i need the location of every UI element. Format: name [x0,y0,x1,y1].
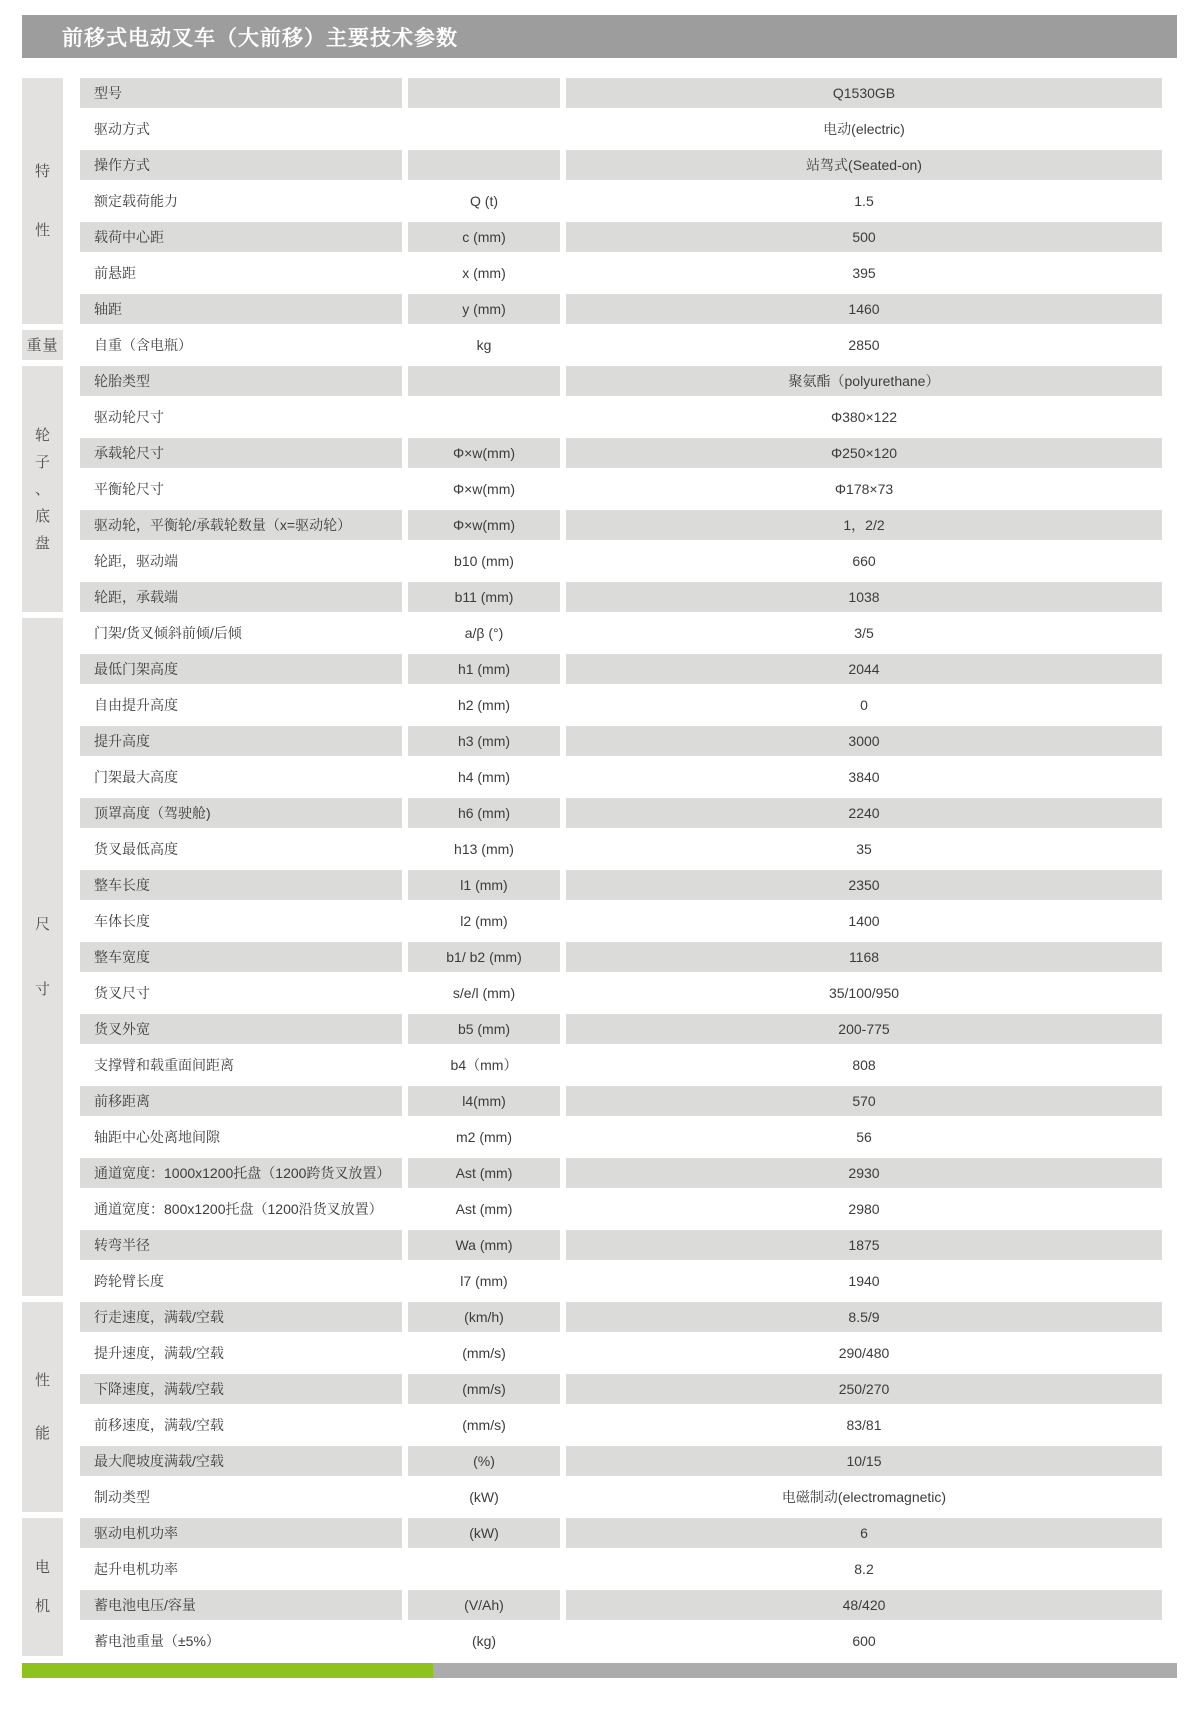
param-name-cell: 提升高度 [80,726,402,756]
param-name-cell: 提升速度，满载/空载 [94,1345,224,1361]
param-symbol-cell: h6 (mm) [408,798,560,828]
param-value-cell: 56 [856,1129,872,1145]
section-label-char: 尺 [34,916,50,933]
param-name-cell: 平衡轮尺寸 [94,481,164,497]
param-value-cell: 1400 [848,913,880,929]
param-value-cell: Q1530GB [566,78,1162,108]
param-value-cell: 500 [566,222,1162,252]
param-symbol-cell: (V/Ah) [408,1590,560,1620]
param-name-cell: 操作方式 [80,150,402,180]
param-name-cell: 前移速度，满载/空载 [94,1417,224,1433]
param-symbol-cell: h13 (mm) [454,841,514,857]
param-name-cell: 蓄电池重量（±5%） [94,1633,220,1649]
param-symbol-cell: l7 (mm) [460,1273,508,1289]
param-value-cell: 2930 [566,1158,1162,1188]
param-symbol-cell: kg [476,337,492,353]
param-name-cell: 起升电机功率 [94,1561,178,1577]
param-name-cell: 车体长度 [94,913,150,929]
param-name-cell: 跨轮臂长度 [94,1273,164,1289]
param-symbol-cell: (mm/s) [408,1374,560,1404]
param-symbol-cell: h4 (mm) [457,769,511,785]
param-value-cell: 290/480 [838,1345,890,1361]
param-name-cell: 货叉外宽 [80,1014,402,1044]
section-label-0 [22,78,63,324]
param-value-cell: Φ380×122 [830,409,898,425]
param-name-cell: 轴距中心处离地间隙 [94,1129,220,1145]
param-value-cell: Φ250×120 [566,438,1162,468]
param-value-cell: 站驾式(Seated-on) [566,150,1162,180]
param-name-cell: 门架最大高度 [94,769,178,785]
param-symbol-cell: y (mm) [408,294,560,324]
param-value-cell: 395 [852,265,876,281]
param-name-cell: 型号 [80,78,402,108]
section-label-5 [22,1518,63,1656]
param-symbol-cell [408,150,560,180]
param-symbol-cell [408,114,560,144]
param-name-cell: 货叉尺寸 [94,985,150,1001]
param-symbol-cell: (kW) [408,1518,560,1548]
param-value-cell: 聚氨酯（polyurethane） [566,366,1162,396]
section-label-char: 寸 [34,981,50,998]
param-symbol-cell: (km/h) [408,1302,560,1332]
param-symbol-cell: l4(mm) [408,1086,560,1116]
param-value-cell: 2350 [566,870,1162,900]
param-value-cell: 83/81 [846,1417,882,1433]
param-symbol-cell: Ast (mm) [455,1201,513,1217]
section-label-text: 重量 [26,336,59,354]
param-name-cell: 转弯半径 [80,1230,402,1260]
param-symbol-cell [408,366,560,396]
param-symbol-cell: (mm/s) [462,1417,506,1433]
param-value-cell: 35 [856,841,872,857]
footer-accent-bar-green [22,1663,433,1678]
param-symbol-cell: Φ×w(mm) [408,510,560,540]
param-name-cell: 驱动方式 [94,121,150,137]
page-title: 前移式电动叉车（大前移）主要技术参数 [62,26,458,50]
param-symbol-cell: Φ×w(mm) [452,481,516,497]
page-title-bar [22,15,1177,58]
param-symbol-cell: Ast (mm) [408,1158,560,1188]
param-symbol-cell: Wa (mm) [408,1230,560,1260]
section-label-char: 机 [34,1598,50,1616]
param-symbol-cell: x (mm) [462,265,506,281]
param-value-cell: 570 [566,1086,1162,1116]
section-label-char: 、 [34,480,50,498]
param-name-cell: 轮距，驱动端 [94,553,178,569]
section-label-char: 特 [34,162,50,180]
param-value-cell: 200-775 [566,1014,1162,1044]
section-label-4 [22,1302,63,1512]
param-name-cell: 载荷中心距 [80,222,402,252]
param-name-cell: 前移距离 [80,1086,402,1116]
param-symbol-cell: h3 (mm) [408,726,560,756]
param-symbol-cell: b10 (mm) [454,553,514,569]
param-name-cell: 顶罩高度（驾驶舱) [80,798,402,828]
param-symbol-cell: m2 (mm) [456,1129,512,1145]
param-value-cell: 808 [852,1057,876,1073]
param-value-cell: 电磁制动(electromagnetic) [781,1489,947,1505]
param-name-cell: 轮距，承载端 [80,582,402,612]
section-label-char: 性 [34,1372,50,1390]
param-value-cell: 1.5 [854,193,874,209]
section-label-char: 电 [34,1558,50,1576]
param-name-cell: 门架/货叉倾斜前倾/后倾 [94,625,242,641]
param-value-cell: 8.5/9 [566,1302,1162,1332]
param-value-cell: 1038 [566,582,1162,612]
param-value-cell: 250/270 [566,1374,1162,1404]
param-symbol-cell: (mm/s) [462,1345,506,1361]
param-name-cell: 下降速度，满载/空载 [80,1374,402,1404]
param-symbol-cell: h1 (mm) [408,654,560,684]
section-label-2 [22,366,63,612]
footer-accent-bar-gray [433,1663,1177,1678]
param-value-cell: 1875 [566,1230,1162,1260]
param-symbol-cell: (%) [408,1446,560,1476]
param-value-cell: 35/100/950 [828,985,900,1001]
param-symbol-cell: l2 (mm) [460,913,508,929]
param-name-cell: 通道宽度：1000x1200托盘（1200跨货叉放置） [80,1158,402,1188]
section-label-char: 轮 [34,426,50,444]
param-value-cell: 2980 [848,1201,880,1217]
param-symbol-cell: b11 (mm) [408,582,560,612]
param-symbol-cell: b4（mm） [450,1057,518,1073]
param-name-cell: 最大爬坡度满载/空载 [80,1446,402,1476]
param-symbol-cell: Φ×w(mm) [408,438,560,468]
param-name-cell: 轮胎类型 [80,366,402,396]
param-value-cell: 10/15 [566,1446,1162,1476]
section-label-3 [22,618,63,1296]
param-value-cell: 8.2 [854,1561,874,1577]
param-symbol-cell: (kW) [469,1489,499,1505]
param-value-cell: 48/420 [566,1590,1162,1620]
param-value-cell: Φ178×73 [834,481,894,497]
param-symbol-cell [408,402,560,432]
param-name-cell: 通道宽度：800x1200托盘（1200沿货叉放置） [94,1201,383,1217]
param-name-cell: 蓄电池电压/容量 [80,1590,402,1620]
param-symbol-cell [408,78,560,108]
param-value-cell: 1460 [566,294,1162,324]
param-name-cell: 驱动电机功率 [80,1518,402,1548]
param-value-cell: 2850 [848,337,880,353]
param-symbol-cell: a/β (°) [464,625,504,641]
param-name-cell: 轴距 [80,294,402,324]
param-name-cell: 自由提升高度 [94,697,178,713]
section-label-char: 盘 [34,534,50,552]
param-value-cell: 600 [852,1633,876,1649]
param-symbol-cell: (kg) [471,1633,497,1649]
param-symbol-cell: b1/ b2 (mm) [408,942,560,972]
param-value-cell: 1940 [848,1273,880,1289]
param-symbol-cell: h2 (mm) [457,697,511,713]
param-name-cell: 额定载荷能力 [94,193,178,209]
param-value-cell: 6 [566,1518,1162,1548]
param-name-cell: 制动类型 [94,1489,150,1505]
section-label-1 [22,330,63,360]
param-value-cell: 3/5 [854,625,874,641]
param-name-cell: 驱动轮尺寸 [94,409,164,425]
section-label-char: 能 [34,1424,50,1442]
param-name-cell: 驱动轮，平衡轮/承载轮数量（x=驱动轮） [80,510,402,540]
param-symbol-cell: Q (t) [470,193,498,209]
param-name-cell: 整车长度 [80,870,402,900]
param-symbol-cell: c (mm) [408,222,560,252]
section-label-char: 底 [34,507,50,525]
param-value-cell: 电动(electric) [823,121,905,137]
param-name-cell: 最低门架高度 [80,654,402,684]
param-symbol-cell [408,1554,560,1584]
param-name-cell: 货叉最低高度 [94,841,178,857]
param-name-cell: 整车宽度 [80,942,402,972]
param-name-cell: 支撑臂和载重面间距离 [94,1057,234,1073]
param-value-cell: 0 [860,697,868,713]
param-name-cell: 承载轮尺寸 [80,438,402,468]
param-name-cell: 自重（含电瓶） [94,337,192,353]
param-value-cell: 2240 [566,798,1162,828]
param-value-cell: 660 [852,553,876,569]
param-value-cell: 2044 [566,654,1162,684]
param-value-cell: 3840 [848,769,880,785]
param-symbol-cell: l1 (mm) [408,870,560,900]
param-symbol-cell: s/e/l (mm) [452,985,516,1001]
param-name-cell: 前悬距 [94,265,136,281]
param-value-cell: 3000 [566,726,1162,756]
param-value-cell: 1，2/2 [566,510,1162,540]
param-value-cell: 1168 [566,942,1162,972]
section-label-char: 性 [34,222,50,240]
param-symbol-cell: b5 (mm) [408,1014,560,1044]
section-label-char: 子 [34,453,50,471]
param-name-cell: 行走速度，满载/空载 [80,1302,402,1332]
